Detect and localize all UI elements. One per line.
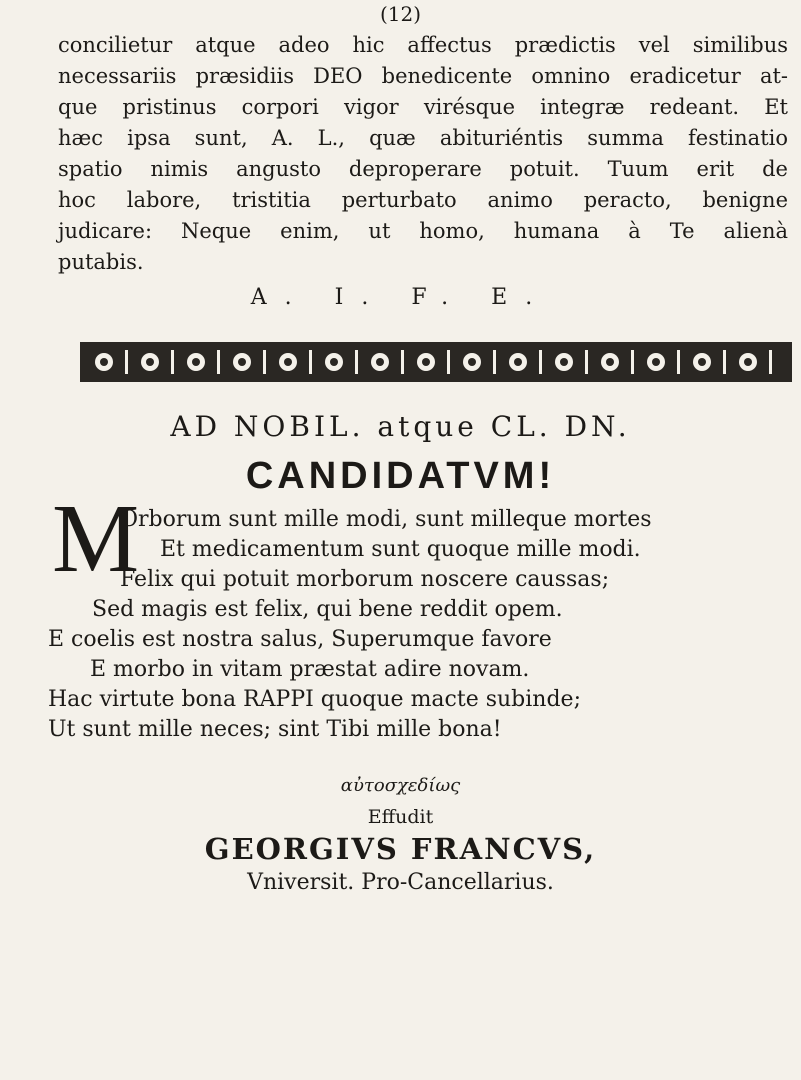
dedication-address: AD NOBIL. atque CL. DN. <box>170 410 631 443</box>
greek-word: αὐτοσχεδίως <box>340 775 461 796</box>
prose-line: concilietur atque adeo hic affectus prædictis vel similibus <box>58 33 788 57</box>
poem-line: E coelis est nostra salus, Superumque favore <box>48 627 552 652</box>
poem-line: E morbo in vitam præstat adire novam. <box>90 657 530 682</box>
poem <box>48 505 790 745</box>
prose-line: judicare: Neque enim, ut homo, humana à Te alienà <box>58 219 788 243</box>
poem-line: Orborum sunt mille modi, sunt milleque mortes <box>120 507 652 532</box>
ornament-border-icon <box>80 340 792 384</box>
drop-cap: M <box>52 485 140 593</box>
prose-line: putabis. <box>58 250 144 274</box>
author-role: Vniversit. Pro-Cancellarius. <box>247 870 554 895</box>
poem-line: Hac virtute bona RAPPI quoque macte subinde; <box>48 687 581 712</box>
signature-verb: Effudit <box>367 806 434 828</box>
prose-line: necessariis præsidiis DEO benedicente omnino eradicetur at- <box>58 64 788 88</box>
poem-line: Et medicamentum sunt quoque mille modi. <box>160 537 641 562</box>
poem-line: Felix qui potuit morborum noscere caussas; <box>120 567 610 592</box>
poem-line: Sed magis est felix, qui bene reddit opem. <box>92 597 563 622</box>
closing-prose <box>58 30 788 278</box>
prose-line: hæc ipsa sunt, A. L., quæ abituriéntis summa festinatio <box>58 126 788 150</box>
prose-line: hoc labore, tristitia perturbato animo peracto, benigne <box>58 188 788 212</box>
prose-line: que pristinus corpori vigor virésque integræ redeant. Et <box>58 95 788 119</box>
prose-line: spatio nimis angusto deproperare potuit. Tuum erit de <box>58 157 788 181</box>
page-number: (12) <box>379 2 422 26</box>
dedication-title: CANDIDATVM! <box>245 455 556 497</box>
author-initials: A. I. F. E. <box>250 285 551 310</box>
author-name: GEORGIVS FRANCVS, <box>204 832 597 866</box>
poem-line: Ut sunt mille neces; sint Tibi mille bona! <box>48 717 502 742</box>
